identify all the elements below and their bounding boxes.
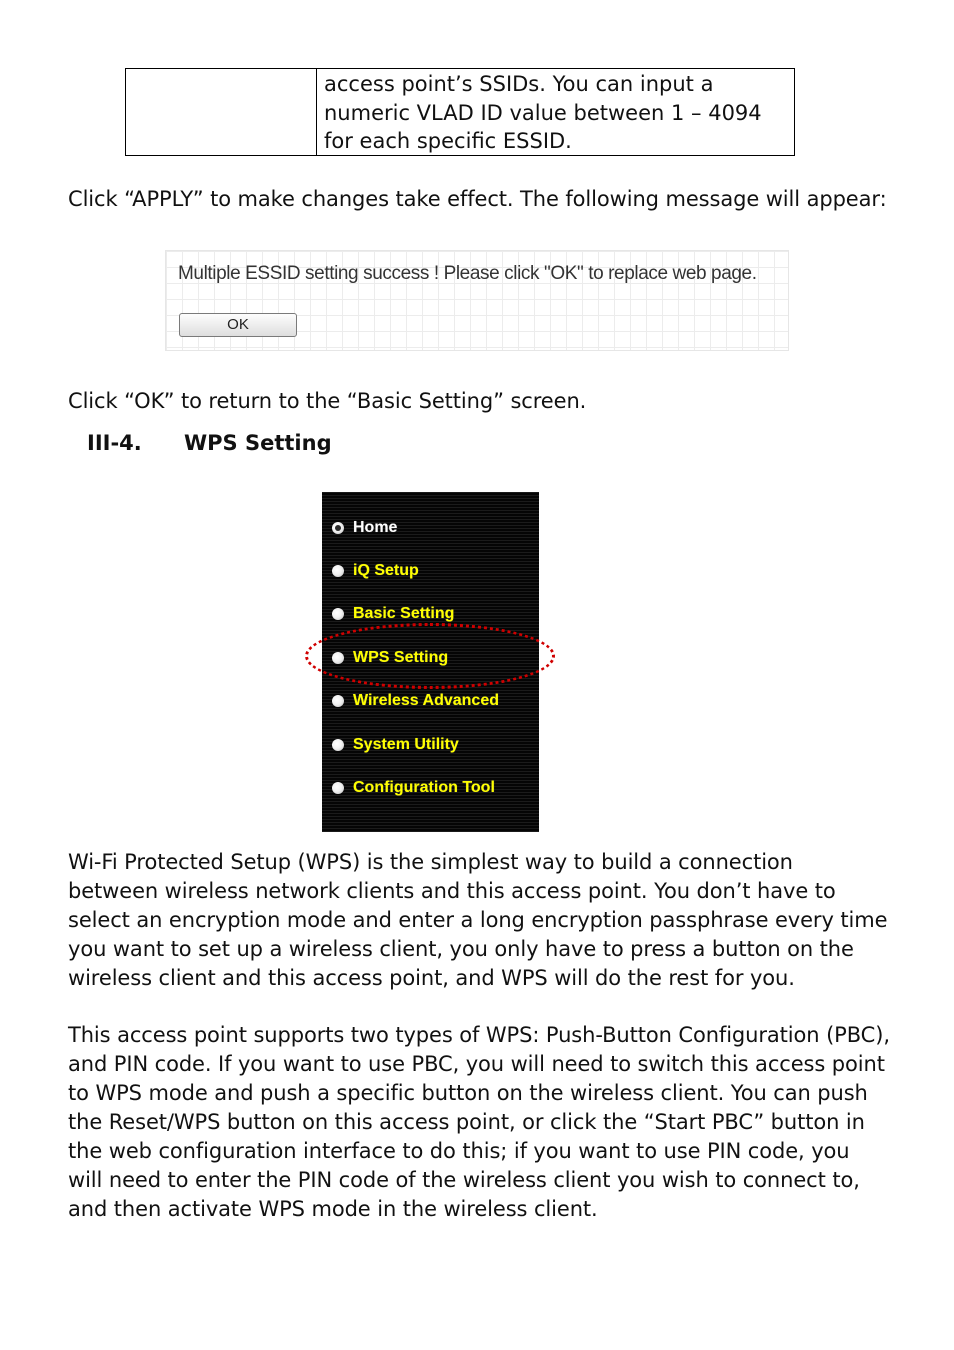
table-text-line: for each specific ESSID. (324, 129, 572, 154)
menu-item-label: Home (353, 519, 398, 536)
text-line: and then activate WPS mode in the wireless client. (68, 1197, 598, 1221)
radio-bullet-icon (332, 565, 344, 577)
text-line: between wireless network clients and this access point. You don’t have to (68, 879, 836, 903)
wps-description-paragraph (68, 848, 898, 993)
menu-item-iq-setup[interactable] (322, 559, 539, 585)
ok-button[interactable]: OK (179, 313, 297, 337)
menu-item-home[interactable] (322, 516, 539, 542)
text-line: This access point supports two types of WPS: Push-Button Configuration (PBC), (68, 1023, 890, 1047)
radio-bullet-icon (332, 608, 344, 620)
table-text-line: numeric VLAD ID value between 1 – 4094 (324, 100, 762, 125)
text-line: the Reset/WPS button on this access point, or click the “Start PBC” button in (68, 1110, 865, 1134)
text-line: you want to set up a wireless client, you only have to press a button on the (68, 937, 854, 961)
text-line: Wi-Fi Protected Setup (WPS) is the simplest way to build a connection (68, 850, 793, 874)
menu-item-label: Wireless Advanced (353, 692, 499, 709)
menu-item-label: iQ Setup (353, 562, 419, 579)
radio-bullet-icon (332, 695, 344, 707)
info-table (125, 68, 795, 156)
apply-instruction: Click “APPLY” to make changes take effect. The following message will appear: (68, 187, 887, 211)
radio-bullet-icon (332, 782, 344, 794)
menu-item-label: System Utility (353, 736, 459, 753)
text-line: to WPS mode and push a specific button on the wireless client. You can push (68, 1081, 868, 1105)
text-line: will need to enter the PIN code of the wireless client you wish to connect to, (68, 1168, 860, 1192)
section-number: III-4. (87, 431, 142, 455)
menu-item-system-utility[interactable] (322, 733, 539, 759)
menu-item-configuration-tool[interactable] (322, 776, 539, 802)
menu-item-wireless-advanced[interactable] (322, 689, 539, 715)
menu-item-label: WPS Setting (353, 649, 449, 666)
ok-instruction: Click “OK” to return to the “Basic Setting” screen. (68, 389, 587, 413)
table-cell-label (126, 69, 317, 155)
menu-item-label: Basic Setting (353, 605, 455, 622)
text-line: the web configuration interface to do this; if you want to use PIN code, you (68, 1139, 850, 1163)
success-message-box (165, 250, 789, 351)
wps-types-paragraph (68, 1021, 908, 1224)
highlight-ellipse (305, 623, 555, 689)
section-title: WPS Setting (184, 431, 332, 455)
text-line: and PIN code. If you want to use PBC, you will need to switch this access point (68, 1052, 885, 1076)
table-cell-description (324, 70, 784, 156)
radio-bullet-icon (332, 739, 344, 751)
table-text-line: access point’s SSIDs. You can input a (324, 72, 714, 96)
text-line: select an encryption mode and enter a long encryption passphrase every time (68, 908, 888, 932)
radio-bullet-icon (332, 522, 344, 534)
success-message-text: Multiple ESSID setting success ! Please click "OK" to replace web page. (178, 263, 757, 284)
menu-item-label: Configuration Tool (353, 779, 495, 796)
text-line: wireless client and this access point, and WPS will do the rest for you. (68, 966, 795, 990)
